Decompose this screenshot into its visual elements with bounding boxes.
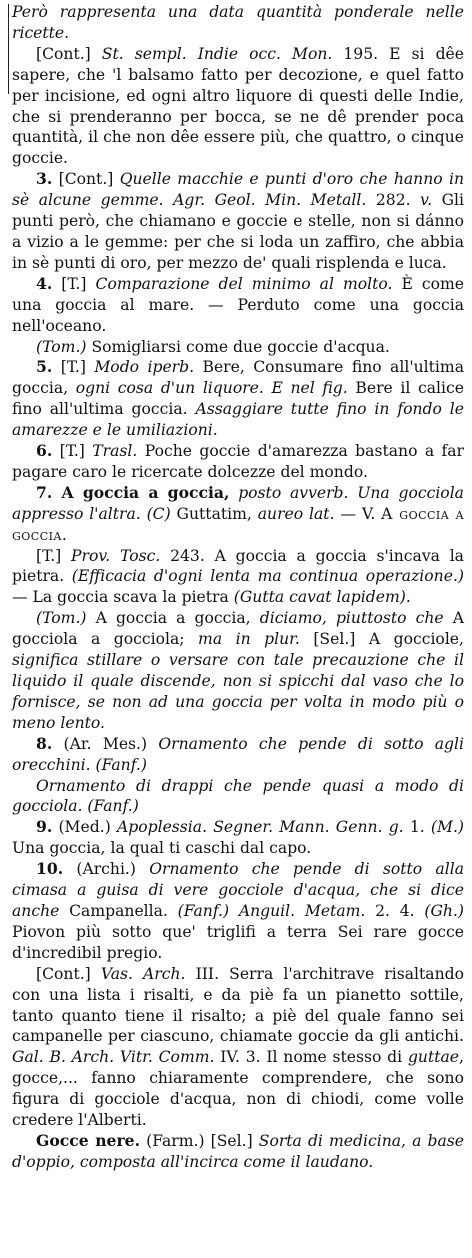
smallcaps-text: A goccia a goccia. (12, 504, 465, 544)
roman-text: [Sel.] A gocciole, (299, 630, 464, 649)
roman-text: Bere, Consumare fino all'ultima goccia, (12, 358, 464, 398)
roman-text: [T.] (36, 546, 72, 565)
roman-text (229, 484, 238, 502)
roman-text: 2. 4. (365, 901, 425, 920)
italic-text: Ornamento che pende di sotto alla cimasa a guisa di vere gocciole d'acqua, che si dice anche (12, 860, 464, 920)
entry-paragraph (12, 859, 464, 964)
italic-text: Gal. B. Arch. Vitr. Comm. (12, 1048, 215, 1067)
italic-text: (Efficacia d'ogni lenta ma continua operazione.) (71, 567, 464, 586)
italic-text: Trasl. (92, 442, 138, 461)
entry-paragraph (12, 1131, 464, 1173)
roman-text: [Cont.] (36, 964, 101, 983)
bold-text: 8. (36, 733, 53, 753)
entry-paragraph (12, 169, 464, 274)
entry-paragraph (12, 776, 464, 818)
roman-text: Gli punti però, che chiamano e goccie e stelle, non si dánno a vizio a le gemme: per che si loda un zaffiro, che abbia in sè punti di oro, per mezzo de' quali risplenda e luca. (12, 191, 465, 272)
roman-text: [Cont.] (52, 170, 120, 189)
roman-text: 195. E si dêe sapere, che 'l balsamo fatto per decozione, e quel fatto per incisione, ed ogni altro liquore di questi delle Indie, che si prenderanno per bocca, se ne dê prender poca quantità, il che non dêe essere più, che quattro, o cinque goccie. (12, 44, 465, 168)
roman-text: [Cont.] (36, 44, 102, 63)
roman-text: (Med.) (52, 818, 117, 837)
entry-paragraph (12, 483, 464, 546)
italic-text: Modo iperb. (94, 358, 195, 377)
italic-text: Comparazione del minimo al molto. (95, 274, 393, 293)
italic-text: Prov. Tosc. (71, 546, 161, 565)
roman-text: , gocce,... fanno chiaramente comprendere, che sono figura di gocciole d'acqua, non di chiodi, come volle credere l'Alberti. (12, 1048, 464, 1130)
entry-paragraph (12, 357, 464, 441)
roman-text: Piovon più sotto que' triglifi a terra Sei rare gocce d'incredibil pregio. (12, 922, 464, 962)
bold-text: 4. (36, 273, 53, 293)
entry-paragraph (12, 608, 464, 733)
roman-text: Una goccia, la qual ti caschi dal capo. (12, 839, 312, 858)
italic-text: Però rappresenta una data quantità ponderale nelle ricette. (12, 3, 464, 42)
roman-text: (Archi.) (63, 860, 150, 879)
italic-text: significa stillare o versare con tale precauzione che il liquido il quale discende, non si spicchi dal vaso che lo fornisce, se non ad una goccia per volta in modo più o meno lento. (12, 651, 464, 732)
roman-text: [T.] (52, 274, 96, 293)
entry-paragraph (12, 546, 464, 609)
entry-paragraph (12, 2, 464, 44)
roman-text: IV. 3. Il nome stesso di (214, 1048, 408, 1067)
roman-text: Bere il calice fino all'ultima goccia. (12, 379, 464, 419)
roman-text: A gocciola a gocciola; (12, 609, 464, 649)
italic-text: ogni cosa d'un liquore. E nel fig. (75, 379, 348, 398)
italic-text: Ornamento di drappi che pende quasi a modo di gocciola. (Fanf.) (12, 776, 464, 816)
entry-paragraph (12, 964, 464, 1131)
bold-text: 9. (36, 817, 53, 837)
italic-text: Assaggiare tutte fino in fondo le amarezze e le umiliazioni. (12, 400, 464, 440)
margin-rule (8, 4, 9, 94)
entry-paragraph (12, 274, 464, 337)
italic-text: (Gutta cavat lapidem). (233, 588, 411, 607)
bold-text: 7. A goccia a goccia, (36, 482, 230, 502)
bold-text: 10. (36, 859, 64, 879)
italic-text: guttae (407, 1048, 460, 1067)
roman-text: Campanella. (59, 901, 178, 920)
italic-text: Vas. Arch. (100, 964, 186, 983)
entry-text (12, 2, 464, 1173)
roman-text: (Farm.) [Sel.] (140, 1131, 259, 1150)
italic-text: diciamo, piuttosto che (259, 609, 444, 628)
italic-text: (Gh.) (424, 901, 464, 920)
roman-text: A goccia a goccia, (86, 609, 260, 628)
roman-text: (Ar. Mes.) (52, 734, 159, 753)
italic-text: (Fanf.) Anguil. Metam. (177, 901, 366, 920)
roman-text: 282. (366, 191, 421, 210)
italic-text: Quelle macchie e punti d'oro che hanno in sè alcune gemme. Agr. Geol. Min. Metall. (12, 170, 464, 210)
italic-text: (M.) (430, 818, 464, 837)
italic-text: Ornamento che pende di sotto agli orecchini. (Fanf.) (12, 734, 464, 774)
entry-paragraph (12, 734, 464, 776)
roman-text: Poche goccie d'amarezza bastano a far pagare caro le ricercate dolcezze del mondo. (12, 442, 464, 481)
roman-text: — La goccia scava la pietra (12, 588, 234, 607)
roman-text: È come una goccia al mare. — Perduto come una goccia nell'oceano. (12, 274, 464, 335)
bold-text: Gocce nere. (36, 1130, 141, 1150)
italic-text: (Tom.) (36, 337, 87, 356)
bold-text: 6. (36, 441, 53, 461)
roman-text: Guttatim, (170, 504, 258, 523)
roman-text: [T.] (52, 442, 93, 461)
roman-text: 1. (403, 818, 431, 837)
roman-text: — V. (334, 504, 382, 523)
italic-text: aureo lat. (257, 504, 335, 523)
roman-text: [T.] (52, 358, 95, 377)
roman-text: III. Serra l'architrave risaltando con una lista i risalti, e da piè fa un pianetto sottile, tanto quanto tiene il risalto; a piè del quale fanno sei campanelle per ciascuno, chiamate goccie da gli antichi. (12, 964, 464, 1046)
italic-text: St. sempl. Indie occ. Mon. (101, 44, 333, 63)
italic-text: (Tom.) (36, 609, 87, 628)
entry-paragraph (12, 817, 464, 859)
italic-text: Apoplessia. Segner. Mann. Genn. g. (116, 818, 404, 837)
bold-text: 3. (36, 169, 53, 189)
entry-paragraph (12, 337, 464, 358)
italic-text: Sorta di medicina, a base d'oppio, composta all'incirca come il laudano. (12, 1131, 464, 1171)
roman-text: 243. A goccia a goccia s'incava la pietra. (12, 546, 464, 586)
entry-paragraph (12, 44, 464, 169)
bold-text: 5. (36, 357, 53, 377)
italic-text: v. (420, 191, 433, 210)
italic-text: posto avverb. Una gocciola appresso l'altra. (C) (12, 483, 464, 523)
italic-text: ma in plur. (198, 630, 300, 649)
roman-text: Somigliarsi come due goccie d'acqua. (86, 337, 390, 356)
entry-paragraph (12, 441, 464, 483)
